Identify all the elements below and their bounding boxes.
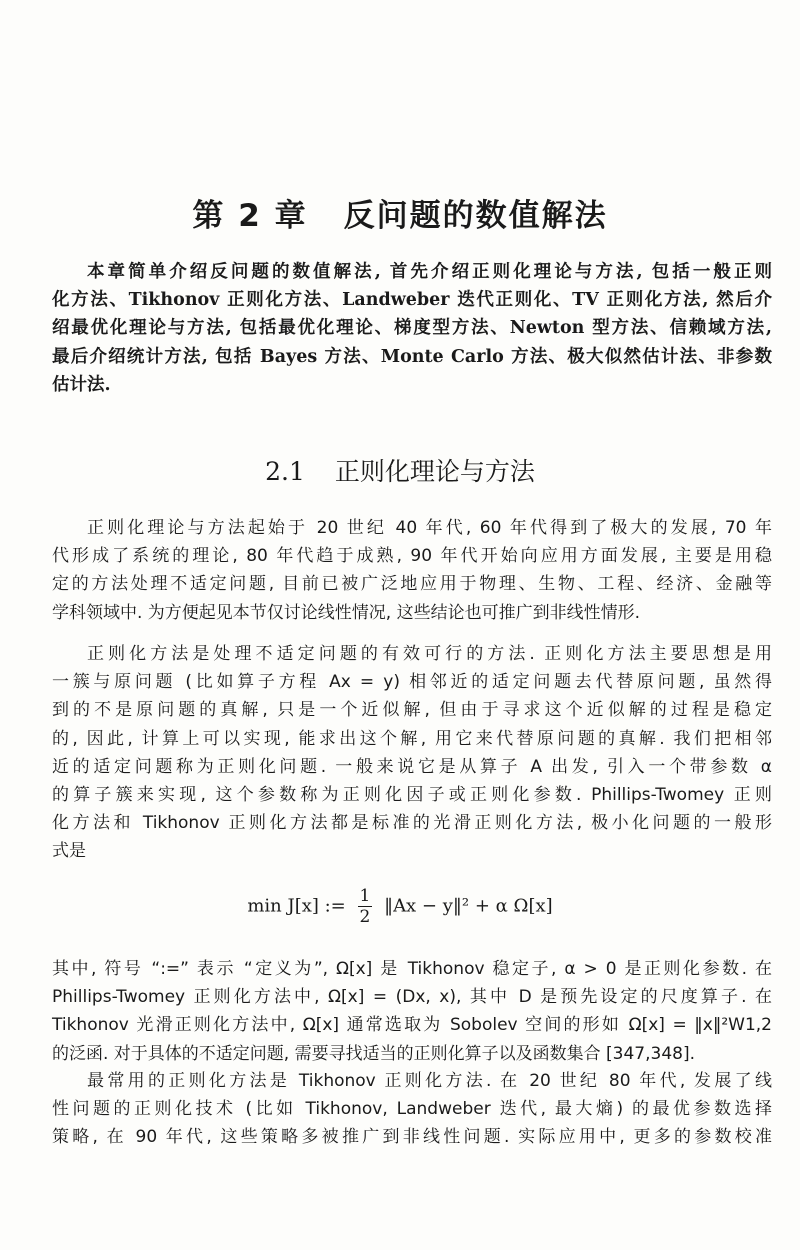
paragraph-line: 近的适定问题称为正则化问题. 一般来说它是从算子 A 出发, 引入一个带参数 α bbox=[52, 756, 772, 777]
chapter-heading bbox=[0, 190, 800, 235]
chapter-title: 反问题的数值解法 bbox=[343, 198, 608, 234]
paragraph-line: 定的方法处理不适定问题, 目前已被广泛地应用于物理、生物、工程、经济、金融等 bbox=[52, 574, 772, 595]
paragraph-line: 正则化理论与方法起始于 20 世纪 40 年代, 60 年代得到了极大的发展, 70 年 bbox=[87, 518, 772, 538]
section-number: 2.1 bbox=[265, 457, 305, 486]
paragraph-line: 一簇与原问题 (比如算子方程 Ax = y) 相邻近的适定问题去代替原问题, 虽然得 bbox=[52, 672, 772, 693]
paragraph-line: 性问题的正则化技术 (比如 Tikhonov, Landweber 迭代, 最大熵) 的最优参数选择 bbox=[52, 1099, 772, 1120]
paragraph bbox=[52, 514, 772, 627]
section-title: 正则化理论与方法 bbox=[334, 457, 535, 486]
paragraph-line: 到的不是原问题的真解, 只是一个近似解, 但由于寻求这个近似解的过程是稳定 bbox=[52, 700, 772, 721]
paragraph-line: 的泛函. 对于具体的不适定问题, 需要寻找适当的正则化算子以及函数集合 [347,348]. bbox=[52, 1043, 695, 1064]
paragraph-line: 最常用的正则化方法是 Tikhonov 正则化方法. 在 20 世纪 80 年代, 发展了线 bbox=[87, 1071, 772, 1091]
formula-rhs: ‖Ax − y‖² + α Ω[x] bbox=[384, 895, 553, 917]
abstract-line: 化方法、Tikhonov 正则化方法、Landweber 迭代正则化、TV 正则化方法, 然后介 bbox=[52, 290, 772, 311]
chapter-number: 第 2 章 bbox=[192, 198, 308, 234]
paragraph bbox=[52, 1067, 772, 1152]
paragraph-line: 学科领域中. 为方便起见本节仅讨论线性情况, 这些结论也可推广到非线性情形. bbox=[52, 602, 641, 623]
chapter-abstract bbox=[52, 258, 772, 399]
paragraph-line: 化方法和 Tikhonov 正则化方法都是标准的光滑正则化方法, 极小化问题的一般形 bbox=[52, 813, 772, 834]
abstract-line: 估计法. bbox=[52, 374, 111, 395]
formula-fraction bbox=[358, 886, 373, 927]
paragraph-line: Phillips-Twomey 正则化方法中, Ω[x] = (Dx, x), 其中 D 是预先设定的尺度算子. 在 bbox=[52, 987, 772, 1008]
paragraph-line: Tikhonov 光滑正则化方法中, Ω[x] 通常选取为 Sobolev 空间的形如 Ω[x] = ‖x‖²W1,2 bbox=[52, 1015, 772, 1036]
paragraph bbox=[52, 640, 772, 866]
display-formula bbox=[0, 886, 800, 927]
paragraph-line: 代形成了系统的理论, 80 年代趋于成熟, 90 年代开始向应用方面发展, 主要是用稳 bbox=[52, 546, 772, 567]
paragraph-line: 式是 bbox=[52, 841, 86, 862]
section-heading bbox=[0, 452, 800, 488]
abstract-line: 绍最优化理论与方法, 包括最优化理论、梯度型方法、Newton 型方法、信赖域方法, bbox=[52, 318, 772, 339]
paragraph-line: 的, 因此, 计算上可以实现, 能求出这个解, 用它来代替原问题的真解. 我们把相邻 bbox=[52, 728, 772, 749]
paragraph-line: 正则化方法是处理不适定问题的有效可行的方法. 正则化方法主要思想是用 bbox=[87, 644, 772, 664]
abstract-line: 最后介绍统计方法, 包括 Bayes 方法、Monte Carlo 方法、极大似然估计法、非参数 bbox=[52, 346, 772, 367]
fraction-numerator: 1 bbox=[359, 886, 371, 906]
formula-lhs: min J[x] := bbox=[247, 895, 346, 917]
abstract-line: 本章简单介绍反问题的数值解法, 首先介绍正则化理论与方法, 包括一般正则 bbox=[87, 262, 772, 282]
paragraph-line: 其中, 符号 “:=” 表示 “定义为”, Ω[x] 是 Tikhonov 稳定子, α > 0 是正则化参数. 在 bbox=[52, 959, 772, 979]
paragraph-line: 的算子簇来实现, 这个参数称为正则化因子或正则化参数. Phillips-Twomey 正则 bbox=[52, 785, 772, 806]
paragraph-line: 策略, 在 90 年代, 这些策略多被推广到非线性问题. 实际应用中, 更多的参数校准 bbox=[52, 1127, 772, 1148]
fraction-denominator: 2 bbox=[359, 907, 371, 927]
paragraph bbox=[52, 955, 772, 1068]
